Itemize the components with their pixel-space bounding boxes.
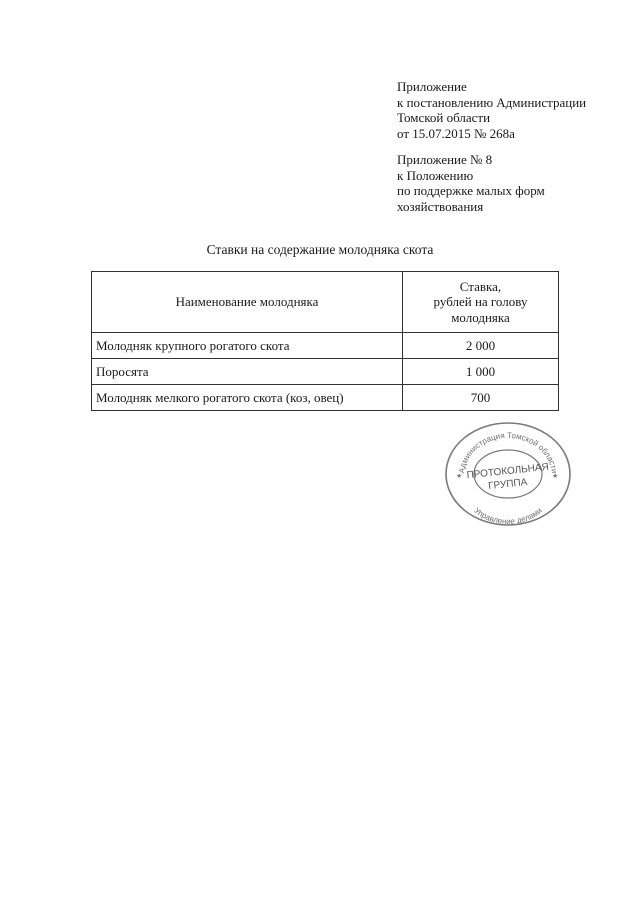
row-value-cell: 700 xyxy=(403,385,559,411)
rates-table xyxy=(91,271,559,411)
table-row xyxy=(92,359,559,385)
table-title: Ставки на содержание молодняка скота xyxy=(206,242,434,257)
appendix-line: к Положению xyxy=(397,167,474,183)
appendix-line: Томской области xyxy=(397,110,491,125)
table-row xyxy=(92,333,559,359)
appendix-line: Приложение № 8 xyxy=(397,152,493,167)
seal-outer-top-text: Администрация Томской области xyxy=(457,430,559,474)
seal-inner-line-2: ГРУППА xyxy=(487,476,528,493)
column-header-rate-line: рублей на голову xyxy=(433,294,528,310)
column-header-name: Наименование молодняка xyxy=(92,272,403,333)
appendix-line: от 15.07.2015 № 268а xyxy=(397,125,515,141)
official-seal-stamp xyxy=(440,418,575,528)
seal-star-right: ★ xyxy=(552,472,559,480)
seal-outer-bottom-text: Управление делами xyxy=(472,505,544,527)
column-header-rate-line: Ставка, xyxy=(459,278,502,294)
table-header-row xyxy=(92,272,559,333)
seal-inner-line-1: ПРОТОКОЛЬНАЯ xyxy=(466,461,550,482)
table-row xyxy=(92,385,559,411)
appendix-line: хозяйствования xyxy=(397,198,484,214)
column-header-rate xyxy=(403,272,559,333)
appendix-line: по поддержке малых форм xyxy=(397,183,545,198)
row-value-cell: 2 000 xyxy=(403,333,559,359)
appendix-8-header xyxy=(397,152,545,214)
column-header-rate-line: молодняка xyxy=(451,309,510,325)
seal-star-left: ★ xyxy=(456,472,463,480)
appendix-line: к постановлению Администрации xyxy=(397,94,587,110)
row-value-cell: 1 000 xyxy=(403,359,559,385)
appendix-header xyxy=(397,79,586,141)
row-name-cell: Молодняк крупного рогатого скота xyxy=(92,333,403,359)
appendix-line: Приложение xyxy=(397,79,467,94)
row-name-cell: Молодняк мелкого рогатого скота (коз, овец) xyxy=(92,385,403,411)
row-name-cell: Поросята xyxy=(92,359,403,385)
